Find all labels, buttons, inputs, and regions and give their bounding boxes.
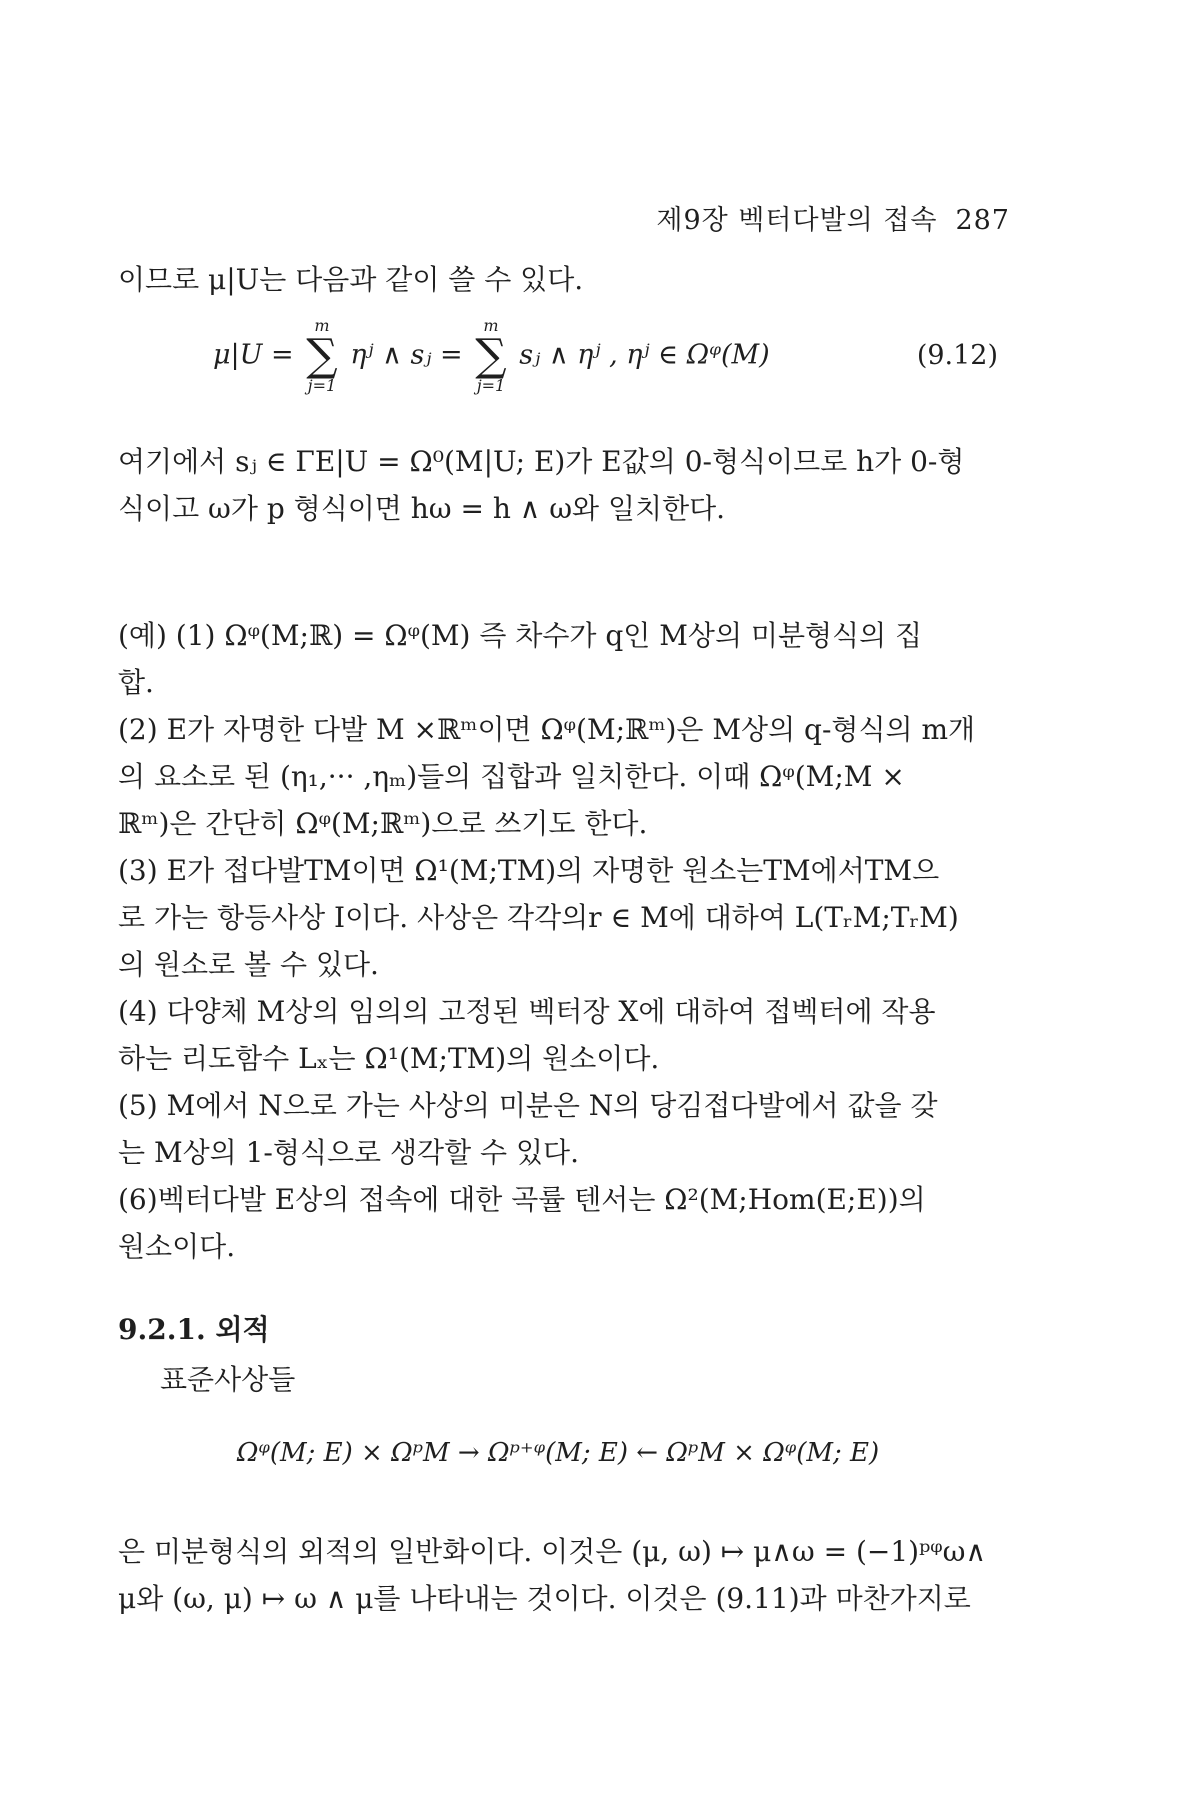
section-heading: 9.2.1. 외적 [118, 1313, 270, 1346]
example-line: ℝᵐ)은 간단히 Ωᵠ(M;ℝᵐ)으로 쓰기도 한다. [118, 807, 648, 840]
eq-lhs: μ|U = [213, 339, 294, 371]
closing-line: μ와 (ω, μ) ↦ ω ∧ μ를 나타내는 것이다. 이것은 (9.11)과 마찬가지로 [118, 1582, 971, 1615]
example-line: 는 M상의 1-형식으로 생각할 수 있다. [118, 1136, 579, 1169]
example-line: 의 원소로 볼 수 있다. [118, 948, 379, 981]
eq-term-2: sⱼ ∧ ηʲ , ηʲ ∈ Ωᵠ(M) [519, 339, 770, 371]
intro-line: 이므로 μ|U는 다음과 같이 쓸 수 있다. [118, 263, 584, 296]
equation-9-12 [118, 318, 998, 394]
example-line: 원소이다. [118, 1230, 236, 1263]
examples-block [118, 612, 998, 1270]
sum-symbol-2 [475, 318, 506, 394]
example-line: (5) M에서 N으로 가는 사상의 미분은 N의 당김접다발에서 값을 갖 [118, 1089, 938, 1122]
explanation-line: 식이고 ω가 p 형식이면 hω = h ∧ ω와 일치한다. [118, 492, 726, 525]
explanation-paragraph [118, 438, 998, 532]
sum1-lower: j=1 [307, 376, 337, 395]
example-line: 로 가는 항등사상 I이다. 사상은 각각의r ∈ M에 대하여 L(TᵣM;TᵣM) [118, 901, 959, 934]
example-line: 의 요소로 된 (η₁,··· ,ηₘ)들의 집합과 일치한다. 이때 Ωᵠ(M;M × [118, 760, 905, 793]
closing-paragraph [118, 1528, 998, 1622]
example-line: (예) (1) Ωᵠ(M;ℝ) = Ωᵠ(M) 즉 차수가 q인 M상의 미분형식의 집 [118, 619, 923, 652]
sigma-icon: ∑ [475, 330, 507, 381]
example-line: 하는 리도함수 Lₓ는 Ω¹(M;TM)의 원소이다. [118, 1042, 660, 1075]
chapter-title: 제9장 벡터다발의 접속 [656, 205, 938, 236]
page-number: 287 [955, 205, 1010, 236]
example-line: (4) 다양체 M상의 임의의 고정된 벡터장 X에 대하여 접벡터에 작용 [118, 995, 936, 1028]
example-line: (2) E가 자명한 다발 M ×ℝᵐ이면 Ωᵠ(M;ℝᵐ)은 M상의 q-형식의 m개 [118, 713, 976, 746]
running-header [656, 198, 1010, 237]
example-line: 합. [118, 666, 154, 699]
eq-term-1: ηʲ ∧ sⱼ = [350, 339, 463, 371]
explanation-line: 여기에서 sⱼ ∈ ΓE|U = Ω⁰(M|U; E)가 E값의 0-형식이므로 h가 0-형 [118, 445, 965, 478]
example-line: (3) E가 접다발TM이면 Ω¹(M;TM)의 자명한 원소는TM에서TM으 [118, 854, 940, 887]
sum2-lower: j=1 [476, 376, 506, 395]
section-subheading: 표준사상들 [160, 1363, 296, 1396]
equation-number: (9.12) [916, 340, 998, 371]
equation-maps: Ωᵠ(M; E) × ΩᵖM → Ωᵖ⁺ᵠ(M; E) ← ΩᵖM × Ωᵠ(M; E) [236, 1438, 880, 1468]
example-line: (6)벡터다발 E상의 접속에 대한 곡률 텐서는 Ω²(M;Hom(E;E))의 [118, 1183, 926, 1216]
sum2-upper: m [483, 316, 499, 335]
sigma-icon: ∑ [306, 330, 338, 381]
closing-line: 은 미분형식의 외적의 일반화이다. 이것은 (μ, ω) ↦ μ∧ω = (−1)ᵖᵠω∧ [118, 1535, 986, 1568]
sum-symbol-1 [306, 318, 337, 394]
sum1-upper: m [314, 316, 330, 335]
